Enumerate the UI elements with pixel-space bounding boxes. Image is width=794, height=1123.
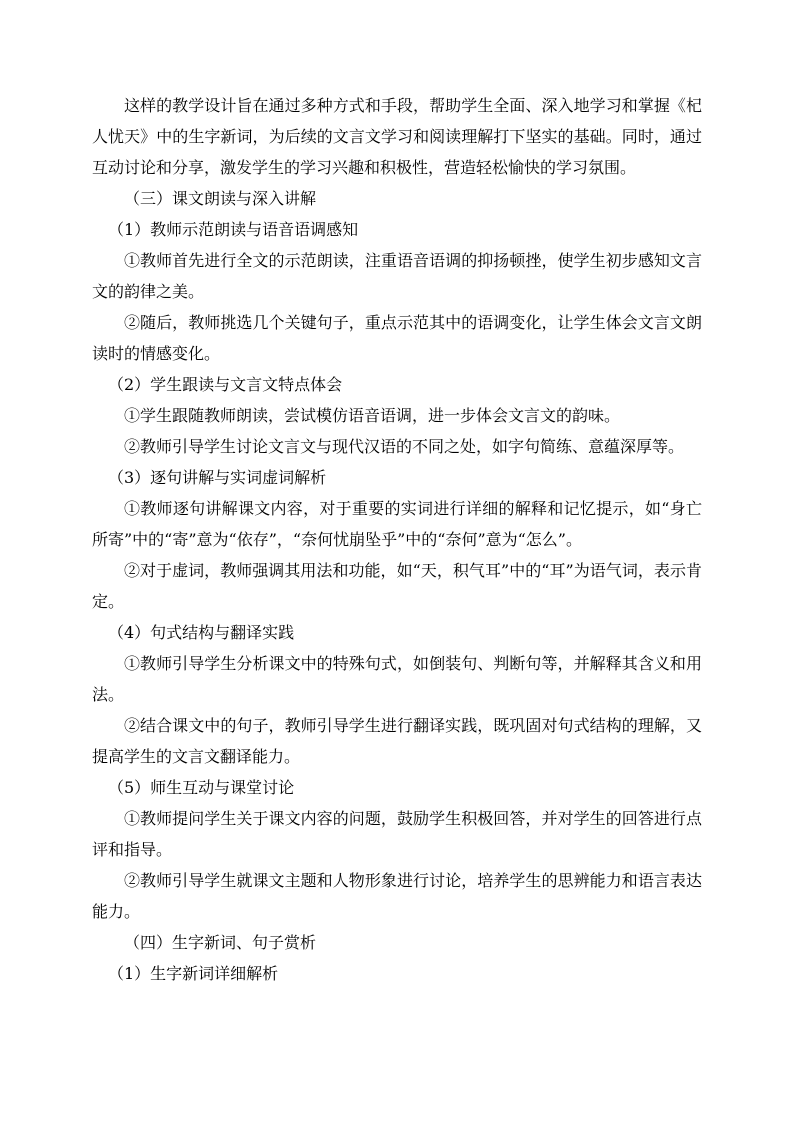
section-heading-4: （四）生字新词、句子赏析 [124, 933, 317, 952]
subheading-3-4: （4）句式结构与翻译实践 [108, 623, 295, 642]
list-item: ②教师引导学生讨论文言文与现代汉语的不同之处，如字句简练、意蕴深厚等。 [124, 437, 685, 456]
list-item: ①教师提问学生关于课文内容的问题，鼓励学生积极回答，并对学生的回答进行点评和指导。 [92, 809, 702, 859]
intro-paragraph: 这样的教学设计旨在通过多种方式和手段，帮助学生全面、深入地学习和掌握《杞人忧天》中的生字新词，为后续的文言文学习和阅读理解打下坚实的基础。同时，通过互动讨论和分享，激发学生的学习兴趣和积极性，营造轻松愉快的学习氛围。 [92, 96, 702, 177]
list-item: ①教师首先进行全文的示范朗读，注重语音语调的抑扬顿挫，使学生初步感知文言文的韵律之美。 [92, 251, 702, 301]
list-item: ①教师引导学生分析课文中的特殊句式，如倒装句、判断句等，并解释其含义和用法。 [92, 654, 702, 704]
list-item: ①学生跟随教师朗读，尝试模仿语音语调，进一步体会文言文的韵味。 [124, 406, 621, 425]
list-item: ②结合课文中的句子，教师引导学生进行翻译实践，既巩固对句式结构的理解，又提高学生的文言文翻译能力。 [92, 716, 702, 766]
subheading-3-1: （1）教师示范朗读与语音语调感知 [108, 220, 359, 239]
list-item: ②教师引导学生就课文主题和人物形象进行讨论，培养学生的思辨能力和语言表达能力。 [92, 871, 702, 921]
subheading-4-1: （1）生字新词详细解析 [108, 964, 279, 983]
list-item: ②对于虚词，教师强调其用法和功能，如“天，积气耳”中的“耳”为语气词，表示肯定。 [92, 561, 702, 611]
subheading-3-3: （3）逐句讲解与实词虚词解析 [108, 468, 327, 487]
subheading-3-5: （5）师生互动与课堂讨论 [108, 778, 295, 797]
list-item: ②随后，教师挑选几个关键句子，重点示范其中的语调变化，让学生体会文言文朗读时的情感变化。 [92, 313, 702, 363]
section-heading-3: （三）课文朗读与深入讲解 [124, 189, 317, 208]
list-item: ①教师逐句讲解课文内容，对于重要的实词进行详细的解释和记忆提示，如“身亡所寄”中的“寄”意为“依存”，“奈何忧崩坠乎”中的“奈何”意为“怎么”。 [92, 499, 702, 549]
subheading-3-2: （2）学生跟读与文言文特点体会 [108, 375, 343, 394]
